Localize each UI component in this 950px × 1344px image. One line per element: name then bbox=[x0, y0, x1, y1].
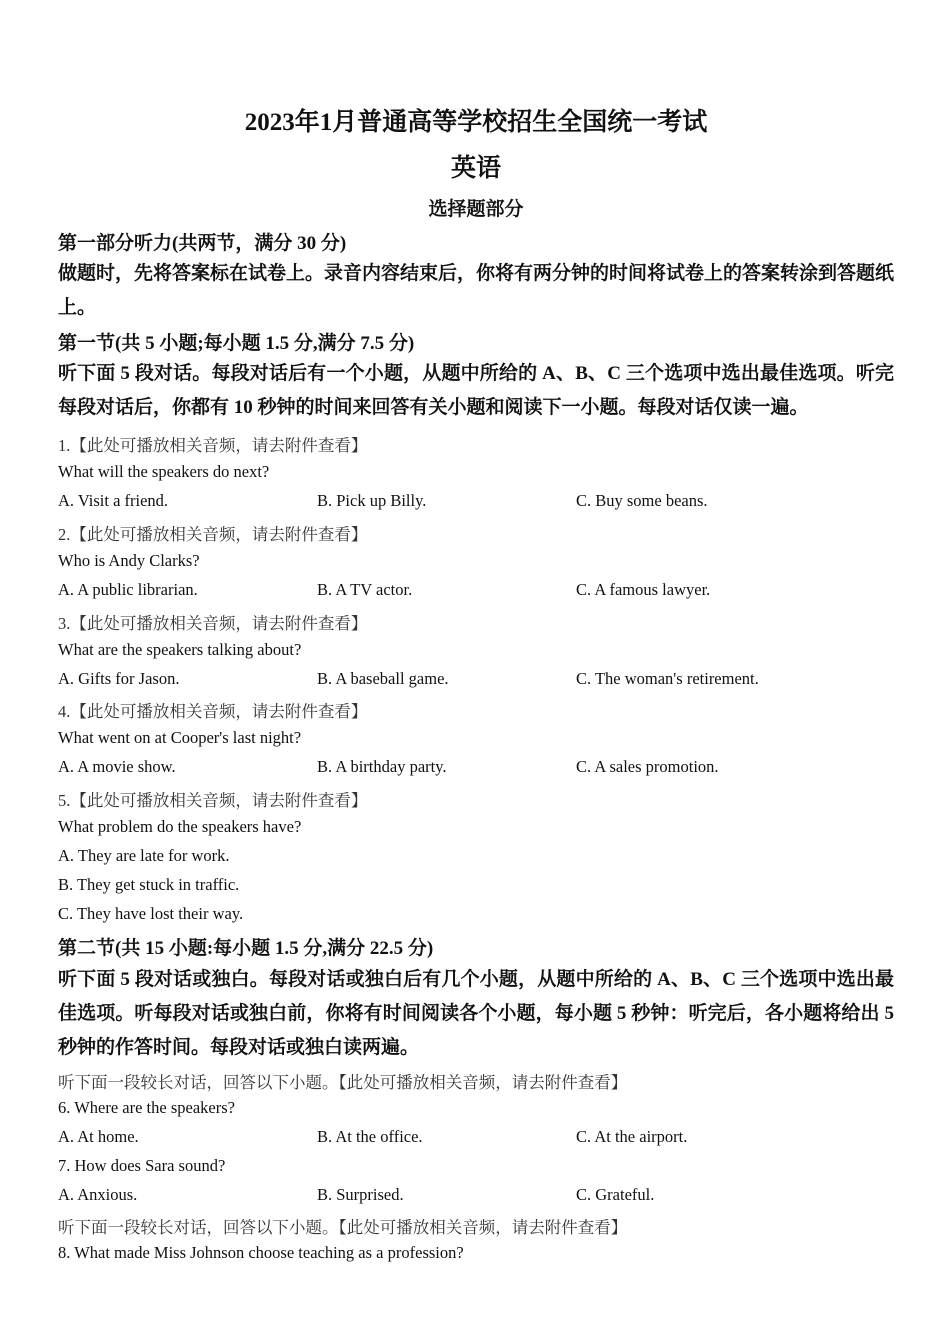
q3-question: What are the speakers talking about? bbox=[58, 640, 302, 659]
q6-option-c[interactable]: C. At the airport. bbox=[576, 1127, 688, 1146]
q1-option-b[interactable]: B. Pick up Billy. bbox=[317, 491, 427, 510]
q1-question: What will the speakers do next? bbox=[58, 462, 270, 481]
q6-option-b[interactable]: B. At the office. bbox=[317, 1127, 423, 1146]
q1-option-c[interactable]: C. Buy some beans. bbox=[576, 491, 708, 510]
q5-option-c[interactable]: C. They have lost their way. bbox=[58, 904, 244, 923]
q3-audio-note: 3.【此处可播放相关音频，请去附件查看】 bbox=[58, 614, 368, 633]
q7-option-c[interactable]: C. Grateful. bbox=[576, 1185, 655, 1204]
q2-audio-note: 2.【此处可播放相关音频，请去附件查看】 bbox=[58, 525, 368, 544]
q3-option-c[interactable]: C. The woman's retirement. bbox=[576, 669, 759, 688]
q1-option-a[interactable]: A. Visit a friend. bbox=[58, 491, 169, 510]
q4-option-c[interactable]: C. A sales promotion. bbox=[576, 757, 719, 776]
q2-option-a[interactable]: A. A public librarian. bbox=[58, 580, 198, 599]
part1-instruction: 做题时，先将答案标在试卷上。录音内容结束后，你将有两分钟的时间将试卷上的答案转涂到答题纸上。 bbox=[58, 263, 895, 318]
section-title: 选择题部分 bbox=[428, 199, 524, 220]
subject-title: 英语 bbox=[450, 155, 501, 182]
q3-option-a[interactable]: A. Gifts for Jason. bbox=[58, 669, 180, 688]
q7-question: 7. How does Sara sound? bbox=[58, 1156, 226, 1175]
q4-question: What went on at Cooper's last night? bbox=[58, 728, 302, 747]
q2-question: Who is Andy Clarks? bbox=[58, 551, 200, 570]
section2-heading: 第二节(共 15 小题:每小题 1.5 分,满分 22.5 分) bbox=[58, 938, 434, 959]
section1-instruction: 听下面 5 段对话。每段对话后有一个小题，从题中所给的 A、B、C 三个选项中选出最佳选项。听完每段对话后，你都有 10 秒钟的时间来回答有关小题和阅读下一小题。每段对话仅读一遍。 bbox=[58, 363, 894, 418]
q1-audio-note: 1.【此处可播放相关音频，请去附件查看】 bbox=[58, 436, 368, 455]
q5-option-b[interactable]: B. They get stuck in traffic. bbox=[58, 875, 240, 894]
q5-audio-note: 5.【此处可播放相关音频，请去附件查看】 bbox=[58, 791, 368, 810]
q4-option-b[interactable]: B. A birthday party. bbox=[317, 757, 447, 776]
q2-option-b[interactable]: B. A TV actor. bbox=[317, 580, 413, 599]
q3-option-b[interactable]: B. A baseball game. bbox=[317, 669, 449, 688]
exam-title: 2023年1月普通高等学校招生全国统一考试 bbox=[244, 109, 708, 136]
q6-question: 6. Where are the speakers? bbox=[58, 1098, 235, 1117]
q5-question: What problem do the speakers have? bbox=[58, 817, 302, 836]
section2-instruction: 听下面 5 段对话或独白。每段对话或独白后有几个小题，从题中所给的 A、B、C 三个选项中选出最佳选项。听每段对话或独白前，你将有时间阅读各个小题，每小题 5 秒钟：听完后，各小题将给出 5 秒钟的作答时间。每段对话或独白读两遍。 bbox=[58, 969, 894, 1058]
q7-option-b[interactable]: B. Surprised. bbox=[317, 1185, 404, 1204]
q8-question: 8. What made Miss Johnson choose teaching as a profession? bbox=[58, 1243, 464, 1262]
q4-audio-note: 4.【此处可播放相关音频，请去附件查看】 bbox=[58, 702, 368, 721]
q6-option-a[interactable]: A. At home. bbox=[58, 1127, 139, 1146]
dialogue-b-audio-note: 听下面一段较长对话，回答以下小题。【此处可播放相关音频，请去附件查看】 bbox=[58, 1218, 628, 1237]
section1-heading: 第一节(共 5 小题;每小题 1.5 分,满分 7.5 分) bbox=[58, 333, 415, 354]
dialogue-a-audio-note: 听下面一段较长对话，回答以下小题。【此处可播放相关音频，请去附件查看】 bbox=[58, 1073, 628, 1092]
q4-option-a[interactable]: A. A movie show. bbox=[58, 757, 176, 776]
q5-option-a[interactable]: A. They are late for work. bbox=[58, 846, 230, 865]
part1-heading: 第一部分听力(共两节，满分 30 分) bbox=[58, 233, 347, 254]
q2-option-c[interactable]: C. A famous lawyer. bbox=[576, 580, 711, 599]
q7-option-a[interactable]: A. Anxious. bbox=[58, 1185, 138, 1204]
